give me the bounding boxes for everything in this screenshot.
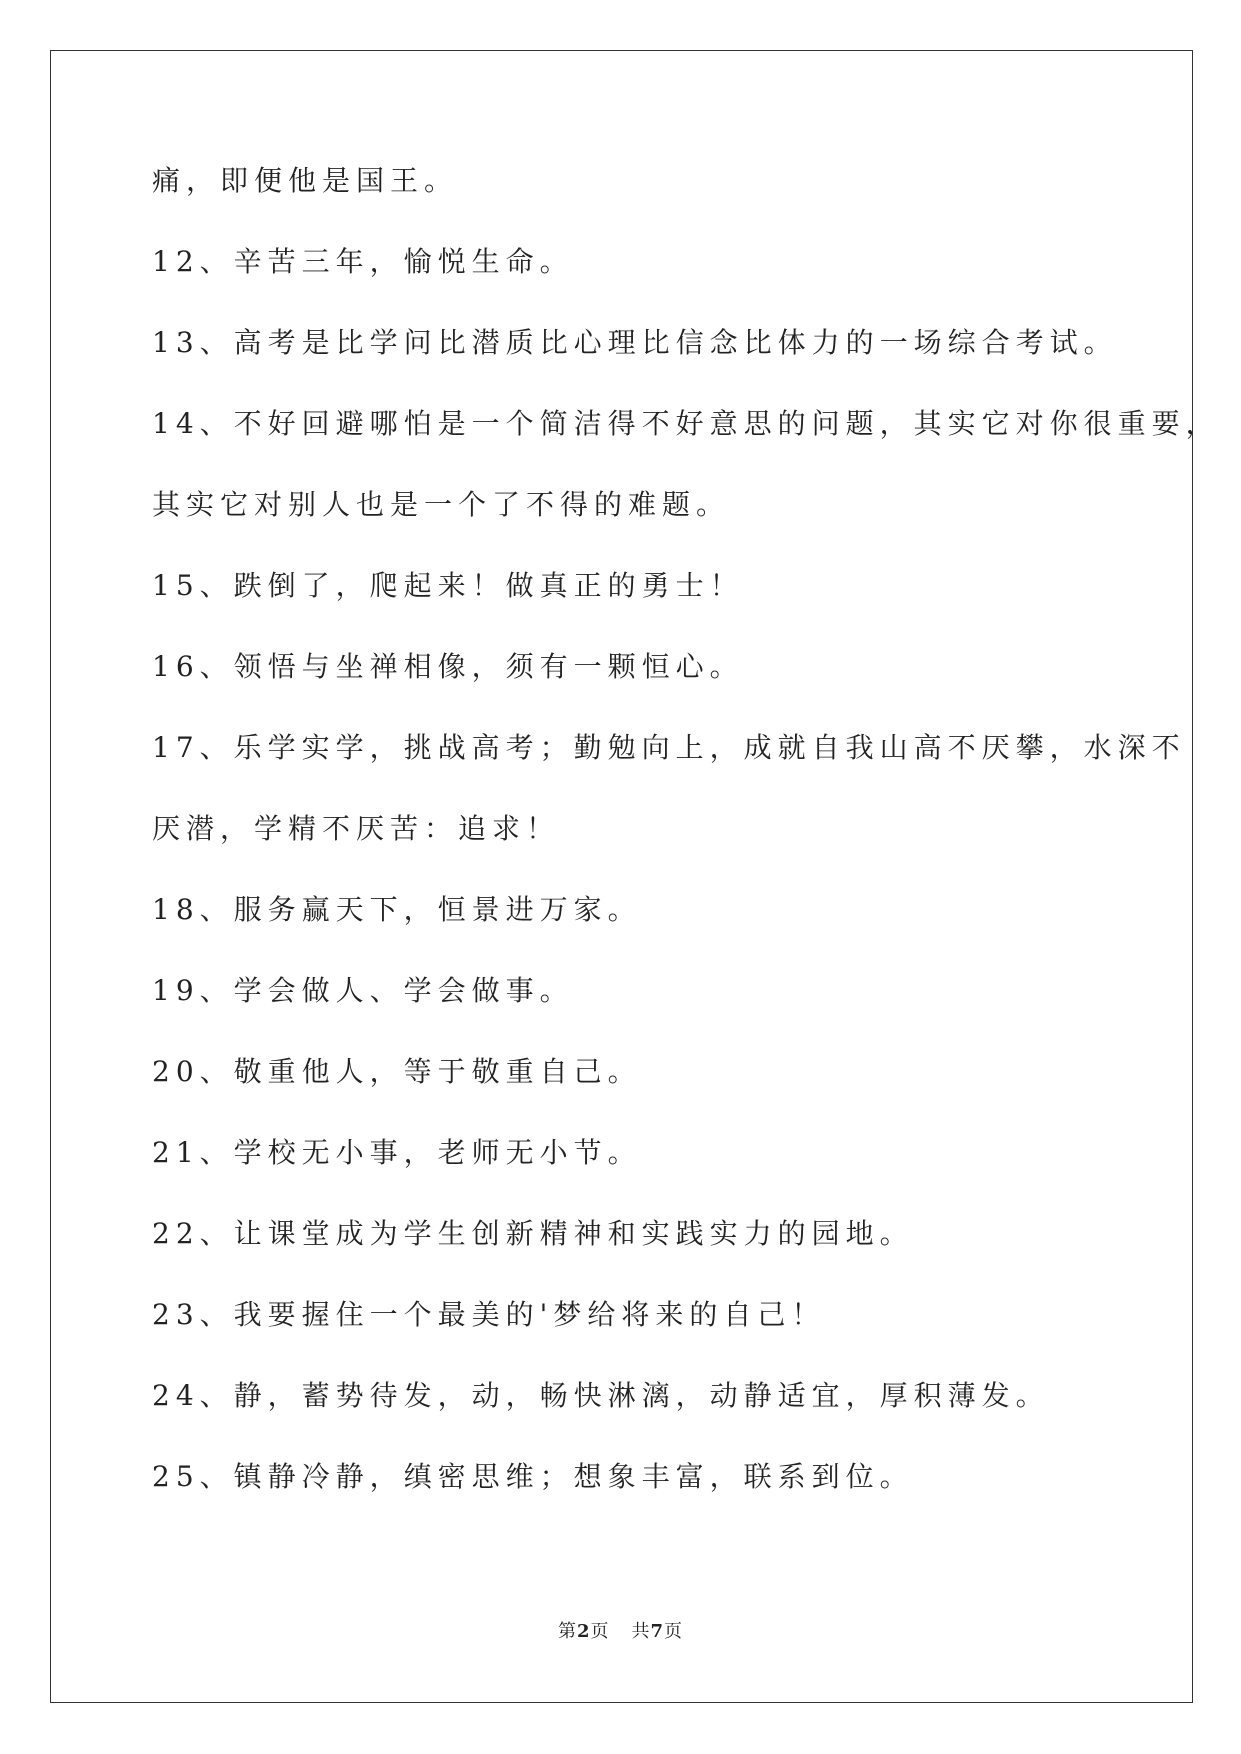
page-suffix: 页 [590,1621,610,1642]
text-line: 23、我要握住一个最美的'梦给将来的自己！ [152,1298,826,1331]
text-line: 24、静，蓄势待发，动，畅快淋漓，动静适宜，厚积薄发。 [152,1379,1050,1412]
text-line: 17、乐学实学，挑战高考；勤勉向上，成就自我山高不厌攀，水深不 [152,731,1186,764]
text-line: 16、领悟与坐禅相像，须有一颗恒心。 [152,650,744,683]
page-prefix: 第 [557,1621,577,1642]
text-line: 12、辛苦三年，愉悦生命。 [152,245,574,278]
text-line: 22、让课堂成为学生创新精神和实践实力的园地。 [152,1217,914,1250]
text-line: 厌潜，学精不厌苦：追求！ [152,812,561,845]
text-line: 19、学会做人、学会做事。 [152,974,574,1007]
text-line: 15、跌倒了，爬起来！做真正的勇士！ [152,569,744,602]
total-prefix: 共 [631,1621,651,1642]
current-page-number: 2 [576,1621,591,1642]
text-line: 14、不好回避哪怕是一个简洁得不好意思的问题，其实它对你很重要， [152,407,1220,440]
page-footer [0,1617,1241,1643]
text-line: 13、高考是比学问比潜质比心理比信念比体力的一场综合考试。 [152,326,1118,359]
text-line: 其实它对别人也是一个了不得的难题。 [152,488,731,521]
total-suffix: 页 [664,1621,684,1642]
document-body [152,164,1220,1542]
text-line: 21、学校无小事，老师无小节。 [152,1136,642,1169]
text-line: 20、敬重他人，等于敬重自己。 [152,1055,642,1088]
text-line: 18、服务赢天下，恒景进万家。 [152,893,642,926]
total-pages-number: 7 [650,1621,665,1642]
text-line: 25、镇静冷静，缜密思维；想象丰富，联系到位。 [152,1460,914,1493]
text-line: 痛，即便他是国王。 [152,164,459,197]
